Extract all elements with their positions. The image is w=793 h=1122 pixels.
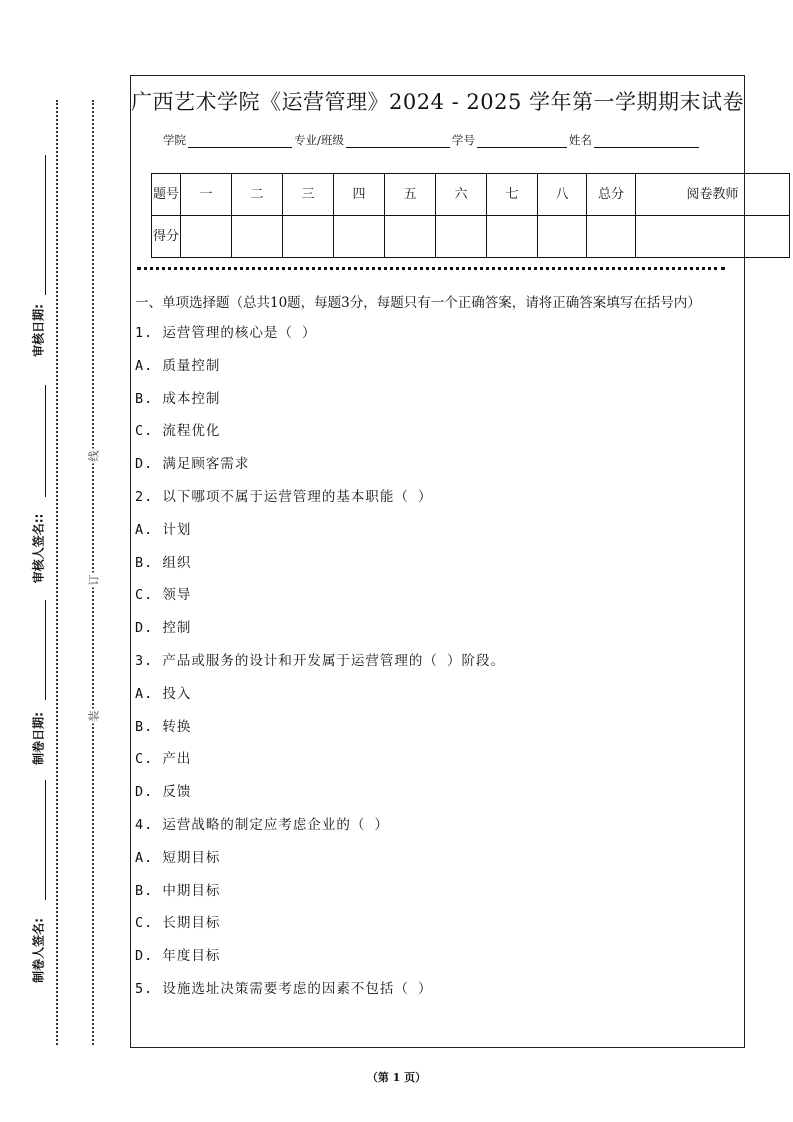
question-option: D. 年度目标 [135,948,221,965]
score-cell[interactable] [181,216,232,258]
student-info [163,132,701,148]
question-stem: 5. 设施选址决策需要考虑的因素不包括（ ） [135,980,433,997]
question-option: D. 反馈 [135,784,192,801]
student-id-label: 学号 [451,133,475,147]
student-id-field[interactable] [477,133,567,148]
question-stem: 1. 运营管理的核心是（ ） [135,325,317,341]
question-option: B. 中期目标 [135,882,221,899]
major-field[interactable] [346,133,450,148]
maker-sign-line [45,780,46,900]
score-cell[interactable] [385,216,436,258]
score-cell[interactable] [487,216,538,258]
binding-mark-line: 线 [87,450,101,462]
question-stem: 3. 产品或服务的设计和开发属于运营管理的（ ）阶段。 [135,652,506,669]
question-option: B. 成本控制 [135,390,221,407]
question-option: A. 投入 [135,685,192,702]
table-row-header [152,174,790,216]
exam-title: 广西艺术学院《运营管理》2024 - 2025 学年第一学期期末试卷 [130,90,744,114]
question-option: C. 流程优化 [135,423,221,440]
section-heading: 一、单项选择题（总共10题，每题3分，每题只有一个正确答案，请将正确答案填写在括号内） [135,295,701,311]
score-cell[interactable] [587,216,636,258]
col-7: 七 [487,174,538,216]
make-date-label: 制卷日期: [31,712,46,765]
question-option: C. 长期目标 [135,915,221,932]
question-option: B. 组织 [135,554,192,571]
col-2: 二 [232,174,283,216]
question-option: C. 领导 [135,587,192,604]
question-stem: 2. 以下哪项不属于运营管理的基本职能（ ） [135,488,433,505]
binding-mark-bind: 装 [87,710,101,722]
question-option: D. 控制 [135,620,192,637]
score-table [151,173,790,258]
col-3: 三 [283,174,334,216]
maker-sign-label: 制卷人签名: [31,918,46,983]
score-cell[interactable] [538,216,587,258]
reviewer-sign-line [45,385,46,497]
question-list [135,322,740,1011]
score-cell[interactable] [636,216,790,258]
college-field[interactable] [188,133,292,148]
row-header-score: 得分 [152,216,181,258]
question-option: A. 质量控制 [135,357,221,374]
reviewer-sign-label: 审核人签名:: [31,513,46,584]
question-option: A. 短期目标 [135,849,221,866]
col-total: 总分 [587,174,636,216]
make-date-line [45,600,46,700]
score-cell[interactable] [334,216,385,258]
name-field[interactable] [594,133,699,148]
name-label: 姓名 [568,133,592,147]
binding-dotted-line-outer [56,100,58,1045]
col-6: 六 [436,174,487,216]
page-number: （第 1 页） [366,1071,427,1084]
separator-dotted-line [137,267,725,270]
score-cell[interactable] [436,216,487,258]
score-cell[interactable] [232,216,283,258]
col-4: 四 [334,174,385,216]
col-1: 一 [181,174,232,216]
table-row-score [152,216,790,258]
question-option: B. 转换 [135,718,192,735]
row-header-question: 题号 [152,174,181,216]
binding-mark-staple: 订 [87,574,101,586]
review-date-line [45,155,46,295]
review-date-label: 审核日期: [31,304,46,357]
col-8: 八 [538,174,587,216]
col-grader: 阅卷教师 [636,174,790,216]
col-5: 五 [385,174,436,216]
score-cell[interactable] [283,216,334,258]
major-label: 专业/班级 [294,133,344,147]
question-option: C. 产出 [135,751,192,768]
question-stem: 4. 运营战略的制定应考虑企业的（ ） [135,816,390,833]
question-option: A. 计划 [135,521,192,538]
question-option: D. 满足顾客需求 [135,456,250,473]
questions-content [135,292,740,1011]
college-label: 学院 [163,133,186,147]
